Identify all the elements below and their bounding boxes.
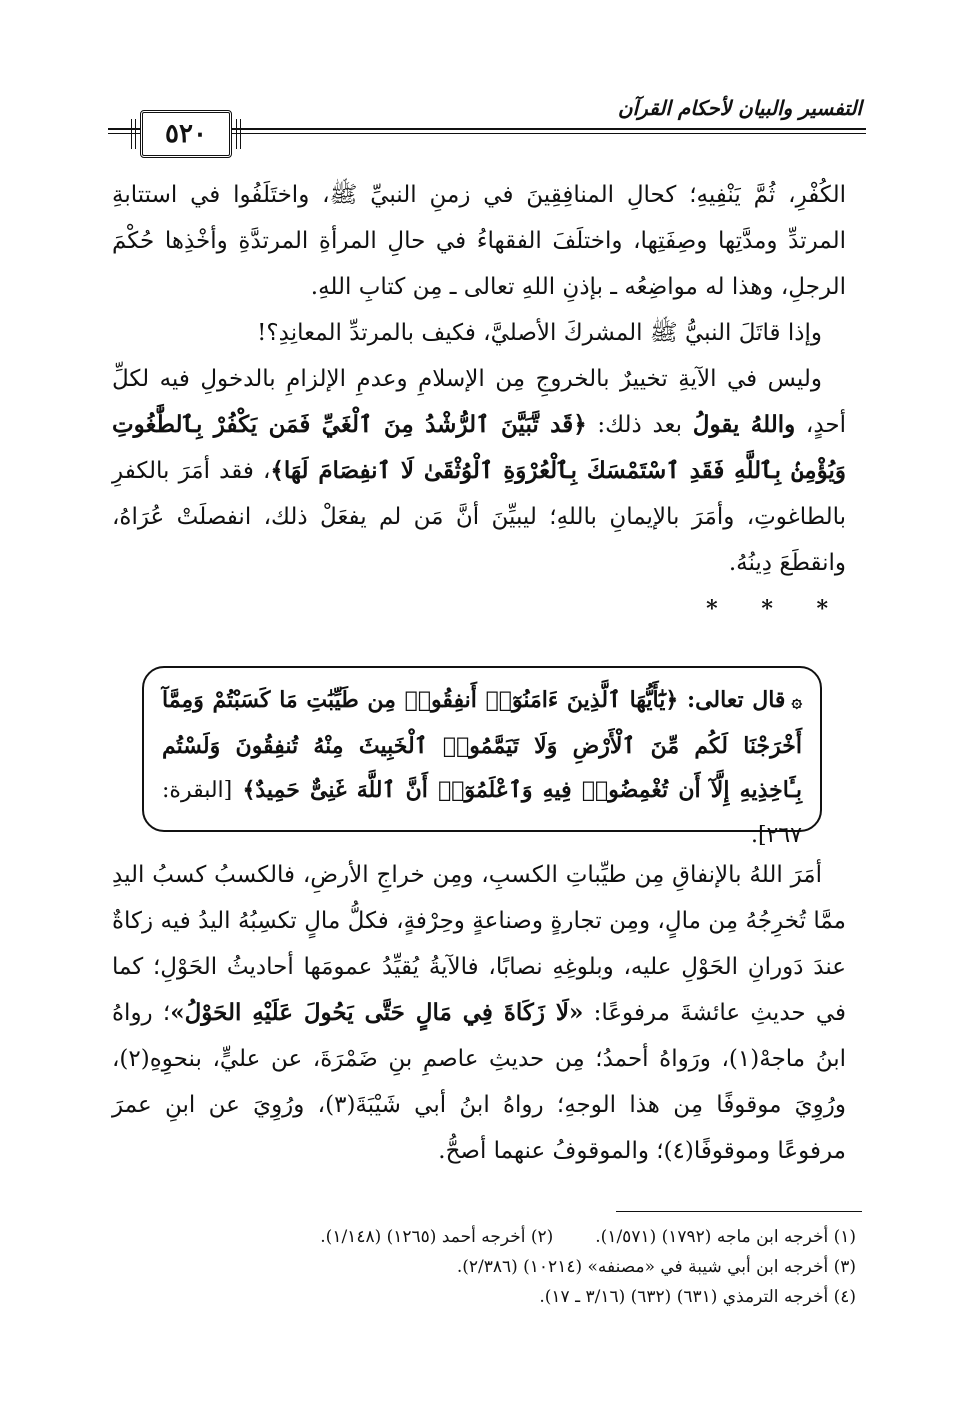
paragraph bbox=[112, 356, 846, 586]
paragraph bbox=[112, 852, 846, 1174]
verse-box bbox=[142, 666, 822, 848]
main-text-section-2 bbox=[112, 852, 846, 1174]
section-separator: * * * bbox=[706, 596, 846, 622]
page-number: ٥٢٠ bbox=[140, 110, 232, 158]
footnote-4: (٤) أخرجه الترمذي (٦٣١) (٦٣٢) (٣/١٦ ـ ١٧). bbox=[539, 1287, 856, 1307]
footnote-1: (١) أخرجه ابن ماجه (١٧٩٢) (١/٥٧١). bbox=[595, 1227, 856, 1247]
quran-verse: ﴿يَٰٓأَيُّهَا ٱلَّذِينَ ءَامَنُوٓا۟ أَنفِقُوا۟ مِن طَيِّبَٰتِ مَا كَسَبْتُمْ وَمِمَّآ أَخْرَجْنَا لَكُم مِّنَ ٱلْأَرْضِ وَلَا تَيَمَّمُوا۟ ٱلْخَبِيثَ مِنْهُ تُنفِقُونَ وَلَسْتُم بِـَٔاخِذِيهِ إِلَّآ أَن تُغْمِضُوا۟ فِيهِ وَٱعْلَمُوٓا۟ أَنَّ ٱللَّهَ غَنِىٌّ حَمِيدٌ﴾ bbox=[162, 687, 802, 803]
main-text-section-1 bbox=[112, 172, 846, 626]
text-span: أمَرَ اللهُ بالإنفاقِ مِن طيِّباتِ الكسبِ، ومِن خراجِ الأرضِ، فالكسبُ كسبُ اليدِ ممَّا تُخرِجُهُ مِن مالٍ، ومِن تجارةٍ وصناعةٍ وحِرْفةٍ، فكلُّ مالٍ تكسِبُهُ اليدُ فيه زكاةٌ عندَ دَورانِ الحَوْلِ عليه، وبلوغِهِ نصابًا، فالآيةُ يُقيِّدُ عمومَها أحاديثُ الحَوْلِ؛ كما في حديثِ عائشةَ مرفوعًا: bbox=[112, 862, 847, 1026]
footnote-row bbox=[120, 1282, 856, 1312]
paragraph: الكُفْرِ، ثُمَّ يَنْفِيهِ؛ كحالِ المنافِقِينَ في زمنِ النبيِّ ﷺ، واختَلَفُوا في استتابةِ المرتدِّ ومدَّتِها وصِفَتِها، واختلَفَ الفقهاءُ في حالِ المرأةِ المرتدَّةِ وأخْذِها حُكْمَ الرجلِ، وهذا له مواضِعُه ـ بإذنِ اللهِ تعالى ـ مِن كتابِ اللهِ. bbox=[112, 182, 846, 300]
footnote-2: (٢) أخرجه أحمد (١٢٦٥) (١/١٤٨). bbox=[320, 1227, 554, 1247]
footnote-row bbox=[120, 1222, 856, 1252]
quran-verse: ﴿قَد تَّبَيَّنَ ٱلرُّشْدُ مِنَ ٱلْغَيِّ فَمَن يَكْفُرْ بِٱلطَّٰغُوتِ وَيُؤْمِنۢ بِٱللَّهِ فَقَدِ ٱسْتَمْسَكَ بِٱلْعُرْوَةِ ٱلْوُثْقَىٰ لَا ٱنفِصَامَ لَهَا﴾ bbox=[112, 411, 846, 484]
verse-reference: [البقرة: ٢٦٧]. bbox=[162, 778, 802, 848]
text-span: وليس في الآيةِ تخييرٌ بالخروجِ مِن الإسلامِ وعدمِ الإلزامِ بالدخولِ فيه لكلِّ أحدٍ، bbox=[112, 366, 846, 438]
paragraph: وإذا قاتَلَ النبيُّ ﷺ المشركَ الأصليَّ، فكيف بالمرتدِّ المعانِدِ؟! bbox=[257, 320, 822, 346]
verse-marker-icon: ۞ bbox=[791, 691, 802, 712]
footnote-divider bbox=[616, 1211, 862, 1212]
text-span: بعد ذلك: bbox=[597, 412, 683, 438]
footnote-3: (٣) أخرجه ابن أبي شيبة في «مصنفه» (١٠٢١٤) (٢/٣٨٦). bbox=[456, 1257, 856, 1277]
verse-intro: قال تعالى: bbox=[686, 687, 786, 713]
text-span: ؛ رواهُ ابنُ ماجهْ(١)، ورَواهُ أحمدُ؛ مِن حديثِ عاصمِ بنِ ضَمْرَةَ، عن عليٍّ، بنحوِهِ(٢)، ورُوِيَ موقوفًا مِن هذا الوجهِ؛ رواهُ ابنُ أبي شَيْبَةَ(٣)، ورُوِيَ عن ابنِ عمرَ مرفوعًا وموقوفًا(٤)؛ والموقوفُ عنهما أصحُّ. bbox=[112, 1000, 847, 1164]
footnotes bbox=[120, 1222, 856, 1312]
book-title: التفسير والبيان لأحكام القرآن bbox=[617, 96, 862, 120]
footnote-row bbox=[120, 1252, 856, 1282]
page-header bbox=[108, 94, 866, 154]
hadith-text: «لَا زَكَاةَ فِي مَالٍ حَتَّى يَحُولَ عَلَيْهِ الحَوْلُ» bbox=[170, 999, 584, 1026]
emphasis-text: واللهُ يقولُ bbox=[692, 411, 796, 438]
text-span: ، فقد أمَرَ بالكفرِ بالطاغوتِ، وأمَرَ بالإيمانِ باللهِ؛ ليبيِّنَ أنَّ مَن لم يفعَلْ ذلك، انفصلَتْ عُرَاهُ، وانقطَعَ دِينُهُ. bbox=[112, 458, 846, 576]
